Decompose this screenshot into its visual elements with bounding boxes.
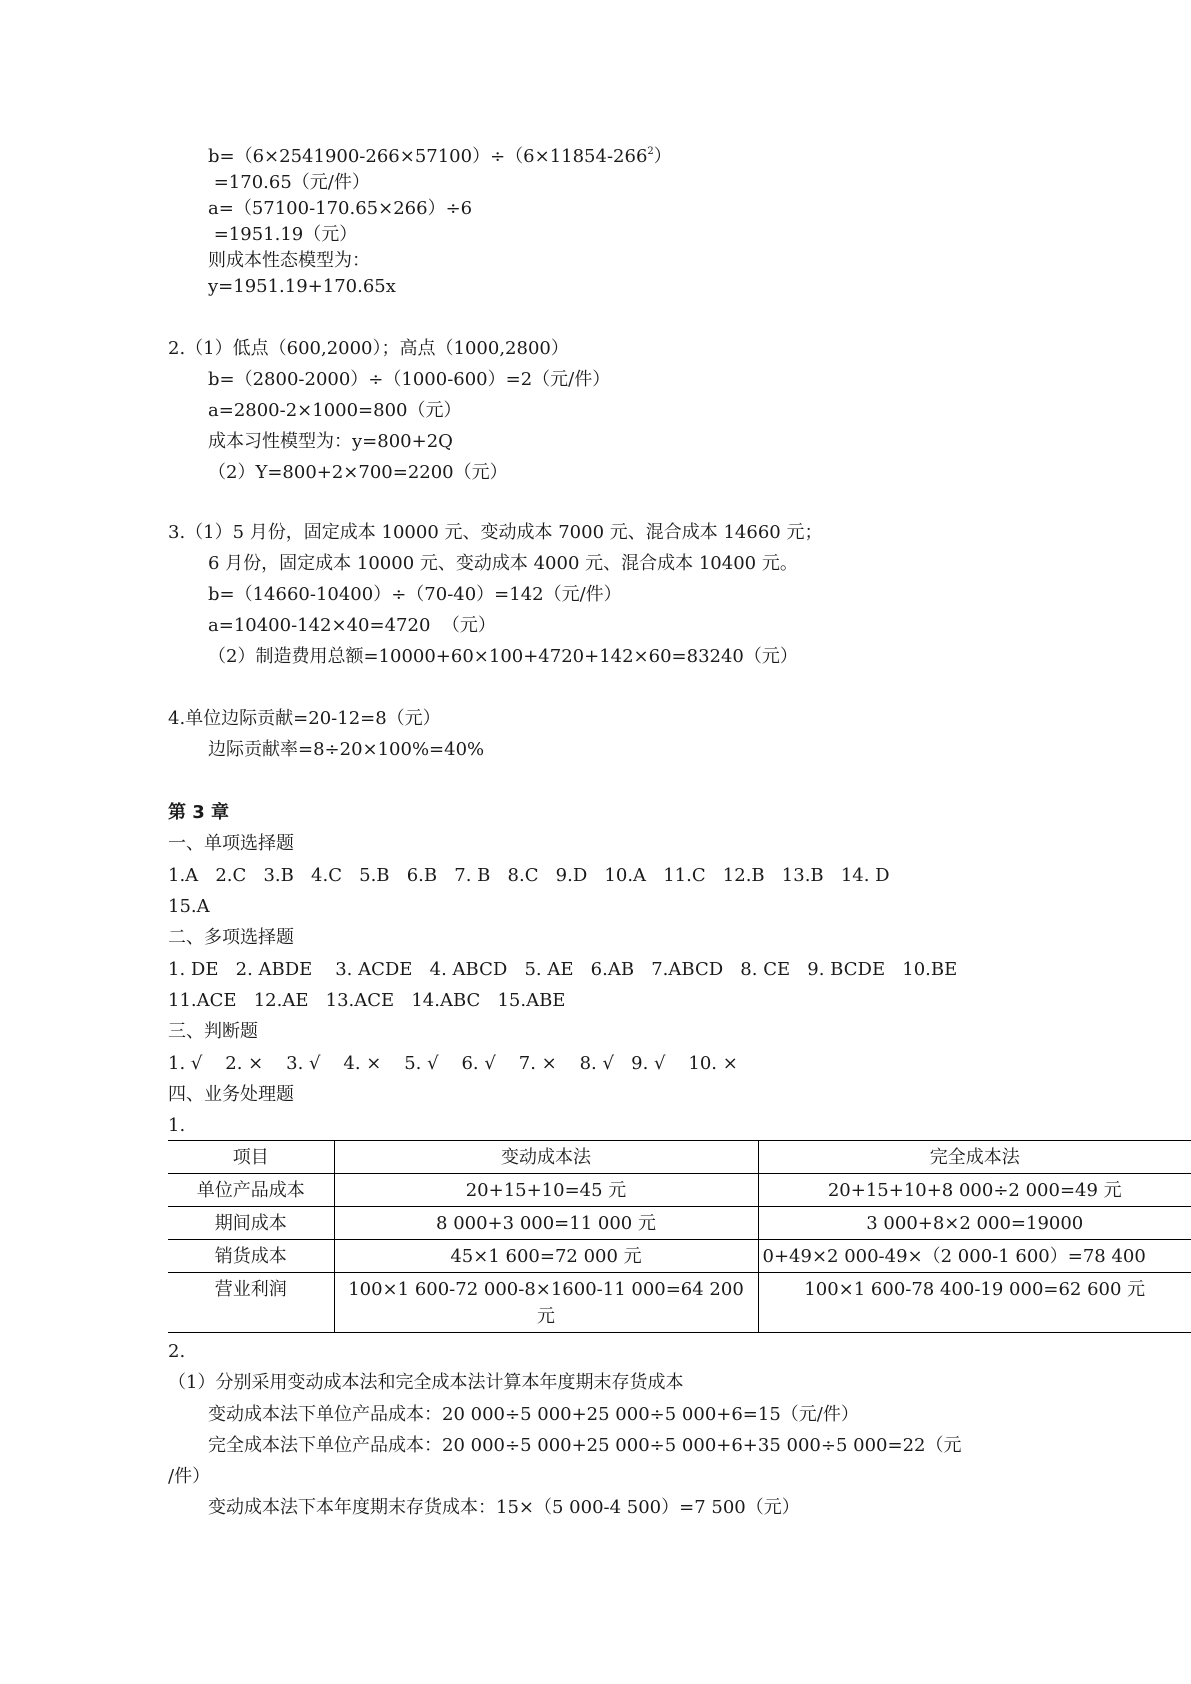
q2-line: （2）Y=800+2×700=2200（元） [208, 462, 508, 483]
table-row [168, 1240, 1191, 1273]
table-header: 变动成本法 [334, 1141, 758, 1174]
table-header-row [168, 1141, 1191, 1174]
task2-line: 变动成本法下单位产品成本：20 000÷5 000+25 000÷5 000+6=15（元/件） [208, 1404, 859, 1425]
table-cell: 单位产品成本 [168, 1174, 334, 1207]
calc-line: =1951.19（元） [208, 224, 358, 245]
task2-line: （1）分别采用变动成本法和完全成本法计算本年度期末存货成本 [168, 1372, 684, 1393]
answer-line: 11.ACE 12.AE 13.ACE 14.ABC 15.ABE [168, 990, 566, 1011]
table-cell: 销货成本 [168, 1240, 334, 1273]
calc-line-b: $b=(6\times 2541900-266\times 57100)\div(6\times 11854-266^2)$ [208, 146, 672, 167]
answer-line: 1.A 2.C 3.B 4.C 5.B 6.B 7. B 8.C 9.D 10.A 11.C 12.B 13.B 14. D [168, 865, 890, 886]
task-label: 1. [168, 1115, 186, 1136]
section-title-multi-choice: 二、多项选择题 [168, 927, 294, 948]
section-title-business: 四、业务处理题 [168, 1084, 294, 1105]
table-header: 完全成本法 [758, 1141, 1191, 1174]
table-cell: 营业利润 [168, 1273, 334, 1333]
calc-line: =170.65（元/件） [208, 172, 370, 193]
table-row [168, 1207, 1191, 1240]
section-title-true-false: 三、判断题 [168, 1021, 258, 1042]
calc-line: a=（57100-170.65×266）÷6 [208, 198, 473, 219]
table-cell: 100×1 600-78 400-19 000=62 600 元 [758, 1273, 1191, 1333]
q3-line: 6 月份，固定成本 10000 元、变动成本 4000 元、混合成本 10400 元。 [208, 553, 798, 574]
task-label: 2. [168, 1341, 186, 1362]
table-row [168, 1174, 1191, 1207]
task2-line: 完全成本法下单位产品成本：20 000÷5 000+25 000÷5 000+6+35 000÷5 000=22（元 [208, 1435, 962, 1456]
task2-line: /件） [168, 1466, 211, 1487]
chapter-title: 第 3 章 [168, 802, 230, 823]
q3-line: （2）制造费用总额=10000+60×100+4720+142×60=83240（元） [208, 646, 798, 667]
table-cell: 100×1 600-72 000-8×1600-11 000=64 200 元 [334, 1273, 758, 1333]
q4-line: 边际贡献率=8÷20×100%=40% [208, 739, 485, 760]
q3-line: a=10400-142×40=4720 （元） [208, 615, 496, 636]
section-title-single-choice: 一、单项选择题 [168, 833, 294, 854]
answer-line: 1. DE 2. ABDE 3. ACDE 4. ABCD 5. AE 6.AB 7.ABCD 8. CE 9. BCDE 10.BE [168, 959, 958, 980]
q3-line: 3.（1）5 月份，固定成本 10000 元、变动成本 7000 元、混合成本 14660 元； [168, 522, 823, 543]
table-cell: 期间成本 [168, 1207, 334, 1240]
cost-comparison-table [168, 1140, 1191, 1333]
q2-line: b=（2800-2000）÷（1000-600）=2（元/件） [208, 369, 611, 390]
table-cell: 20+15+10=45 元 [334, 1174, 758, 1207]
table-cell: 3 000+8×2 000=19000 [758, 1207, 1191, 1240]
table-cell: 0+49×2 000-49×（2 000-1 600）=78 400 [758, 1240, 1191, 1273]
q3-line: b=（14660-10400）÷（70-40）=142（元/件） [208, 584, 622, 605]
calc-line: y=1951.19+170.65x [208, 276, 396, 297]
answer-line: 1. √ 2. × 3. √ 4. × 5. √ 6. √ 7. × 8. √ 9. √ 10. × [168, 1053, 738, 1074]
q2-line: a=2800-2×1000=800（元） [208, 400, 462, 421]
q2-line: 2.（1）低点（600,2000）；高点（1000,2800） [168, 338, 569, 359]
table-row [168, 1273, 1191, 1333]
table-cell: 8 000+3 000=11 000 元 [334, 1207, 758, 1240]
q2-line: 成本习性模型为：y=800+2Q [208, 431, 453, 452]
task2-line: 变动成本法下本年度期末存货成本：15×（5 000-4 500）=7 500（元） [208, 1497, 800, 1518]
table-cell: 20+15+10+8 000÷2 000=49 元 [758, 1174, 1191, 1207]
exponent: 2 [647, 146, 654, 157]
q4-line: 4.单位边际贡献=20-12=8（元） [168, 708, 441, 729]
table-cell: 45×1 600=72 000 元 [334, 1240, 758, 1273]
calc-line: 则成本性态模型为： [208, 250, 370, 271]
answer-line: 15.A [168, 896, 210, 917]
table-header: 项目 [168, 1141, 334, 1174]
